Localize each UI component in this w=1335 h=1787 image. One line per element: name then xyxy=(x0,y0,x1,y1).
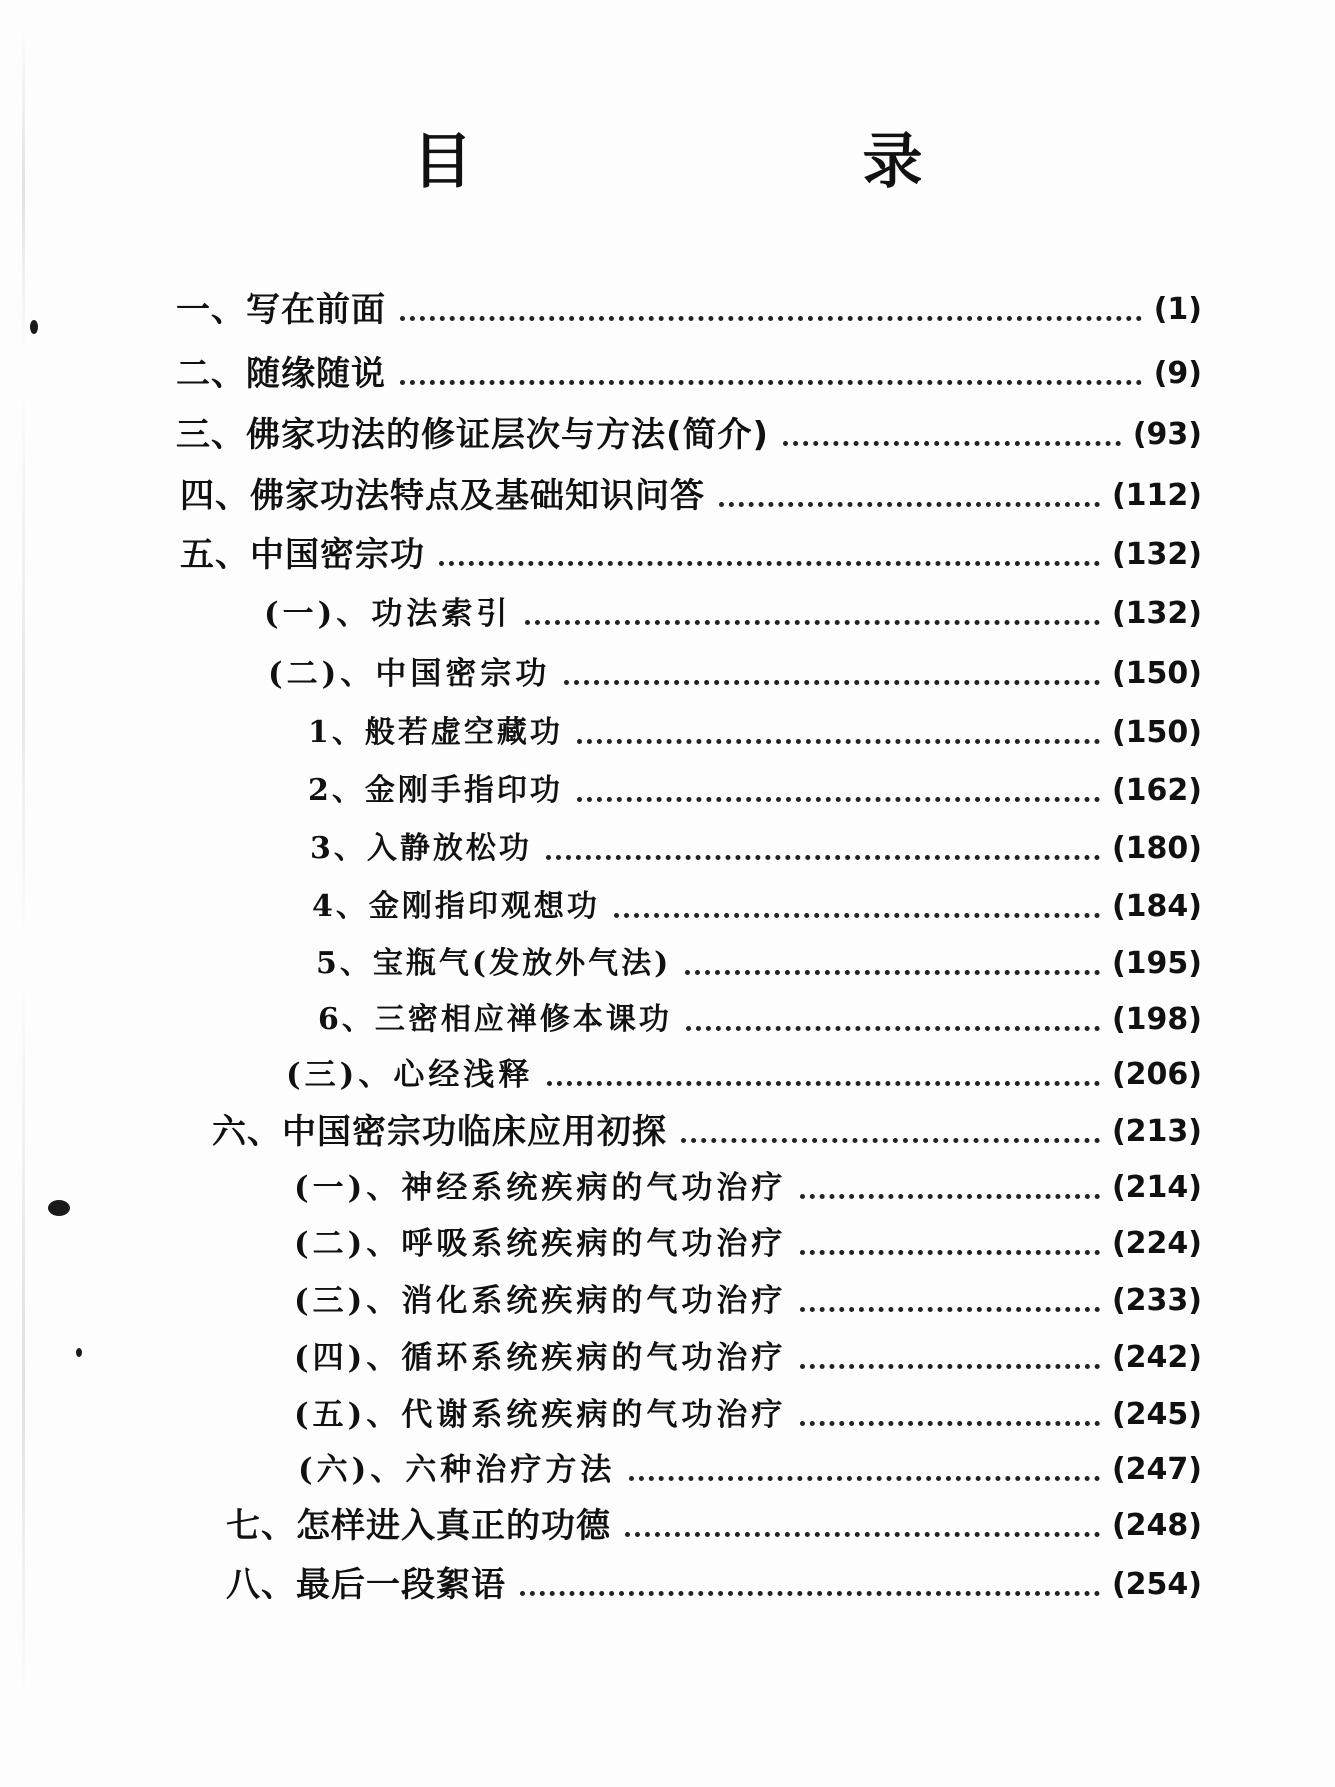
toc-entry-page: (213) xyxy=(1111,1114,1202,1149)
toc-entry-label: (二)、中国密宗功 xyxy=(268,656,551,692)
dot-leader xyxy=(625,1532,1100,1537)
toc-entry[interactable] xyxy=(180,535,1202,575)
toc-entry-page: (247) xyxy=(1111,1452,1202,1487)
toc-entry-page: (214) xyxy=(1111,1170,1202,1205)
dot-leader xyxy=(800,1250,1100,1255)
toc-entry-label: (五)、代谢系统疾病的气功治疗 xyxy=(294,1397,787,1433)
toc-entry-label: (一)、功法索引 xyxy=(264,596,512,632)
toc-entry-label: 二、随缘随说 xyxy=(176,354,386,394)
toc-entry-label: 四、佛家功法特点及基础知识问答 xyxy=(180,476,705,516)
toc-entry-page: (112) xyxy=(1111,478,1202,513)
toc-entry-label: 五、中国密宗功 xyxy=(180,535,425,575)
toc-entry-label: 3、入静放松功 xyxy=(310,831,532,866)
toc-entry-label: 一、写在前面 xyxy=(176,290,386,330)
toc-entry-page: (1) xyxy=(1153,292,1202,327)
toc-entry[interactable] xyxy=(180,476,1202,516)
dot-leader xyxy=(577,797,1100,802)
toc-entry[interactable] xyxy=(318,1000,1202,1040)
toc-entry[interactable] xyxy=(226,1506,1202,1546)
toc-entry-page: (254) xyxy=(1111,1567,1202,1602)
dot-leader xyxy=(800,1307,1100,1312)
toc-entry-page: (198) xyxy=(1111,1002,1202,1037)
dot-leader xyxy=(800,1421,1100,1426)
toc-entry-label: (一)、神经系统疾病的气功治疗 xyxy=(294,1170,787,1206)
dot-leader xyxy=(546,855,1100,860)
dot-leader xyxy=(681,1138,1100,1143)
toc-entry-page: (132) xyxy=(1111,537,1202,572)
toc-entry-page: (224) xyxy=(1111,1226,1202,1261)
toc-entry[interactable] xyxy=(176,354,1202,394)
dot-leader xyxy=(800,1364,1100,1369)
toc-entry[interactable] xyxy=(294,1281,1202,1321)
dot-leader xyxy=(400,380,1142,385)
dot-leader xyxy=(400,316,1142,321)
toc-entry-page: (233) xyxy=(1111,1283,1202,1318)
dot-leader xyxy=(525,620,1100,625)
dot-leader xyxy=(520,1591,1100,1596)
toc-entry-label: (三)、心经浅释 xyxy=(286,1057,534,1093)
toc-entry-page: (162) xyxy=(1111,773,1202,808)
toc-entry-label: 六、中国密宗功临床应用初探 xyxy=(212,1112,667,1152)
toc-entry[interactable] xyxy=(312,887,1202,927)
toc-entry[interactable] xyxy=(298,1450,1202,1490)
toc-entry-page: (184) xyxy=(1111,889,1202,924)
toc-entry-page: (180) xyxy=(1111,831,1202,866)
toc-entry-page: (195) xyxy=(1111,946,1202,981)
dot-leader xyxy=(685,970,1100,975)
toc-entry[interactable] xyxy=(264,594,1202,634)
dot-leader xyxy=(719,502,1100,507)
toc-entry-page: (93) xyxy=(1132,417,1202,452)
toc-entry[interactable] xyxy=(294,1224,1202,1264)
toc-entry-page: (132) xyxy=(1111,596,1202,631)
toc-entry-page: (245) xyxy=(1111,1397,1202,1432)
toc-entry[interactable] xyxy=(268,654,1202,694)
toc-entry-label: 八、最后一段絮语 xyxy=(226,1565,506,1605)
toc-entry-page: (248) xyxy=(1111,1508,1202,1543)
toc-entry-page: (9) xyxy=(1153,356,1202,391)
toc-entry[interactable] xyxy=(176,415,1202,455)
toc-entry[interactable] xyxy=(308,771,1202,811)
toc-entry-page: (206) xyxy=(1111,1057,1202,1092)
toc-entry[interactable] xyxy=(294,1338,1202,1378)
toc-entry-label: (三)、消化系统疾病的气功治疗 xyxy=(294,1283,787,1319)
toc-entry-label: 1、般若虚空藏功 xyxy=(308,715,563,750)
toc-entry-page: (150) xyxy=(1111,656,1202,691)
toc-entry[interactable] xyxy=(308,713,1202,753)
toc-entry-page: (242) xyxy=(1111,1340,1202,1375)
toc-entry[interactable] xyxy=(316,944,1202,984)
toc-entry[interactable] xyxy=(294,1168,1202,1208)
toc-entry[interactable] xyxy=(176,290,1202,330)
dot-leader xyxy=(564,680,1100,685)
toc-entry-label: 4、金刚指印观想功 xyxy=(312,889,600,924)
toc-entry[interactable] xyxy=(226,1565,1202,1605)
toc-entry-label: (四)、循环系统疾病的气功治疗 xyxy=(294,1340,787,1376)
page-title: 目 录 xyxy=(412,127,1088,197)
toc-entry-label: 6、三密相应禅修本课功 xyxy=(318,1002,672,1037)
toc-entry[interactable] xyxy=(294,1395,1202,1435)
dot-leader xyxy=(686,1026,1100,1031)
toc-entry-page: (150) xyxy=(1111,715,1202,750)
dot-leader xyxy=(800,1194,1100,1199)
dot-leader xyxy=(439,561,1100,566)
dot-leader xyxy=(629,1476,1100,1481)
dot-leader xyxy=(614,913,1100,918)
toc-entry-label: 七、怎样进入真正的功德 xyxy=(226,1506,611,1546)
toc-entry-label: 三、佛家功法的修证层次与方法(简介) xyxy=(176,415,770,455)
toc-entry-label: (二)、呼吸系统疾病的气功治疗 xyxy=(294,1226,787,1262)
toc-entry-label: 5、宝瓶气(发放外气法) xyxy=(316,946,672,981)
toc-entry[interactable] xyxy=(286,1055,1202,1095)
toc-entry-label: 2、金刚手指印功 xyxy=(308,773,563,808)
dot-leader xyxy=(577,739,1100,744)
dot-leader xyxy=(547,1081,1100,1086)
toc-entry-label: (六)、六种治疗方法 xyxy=(298,1452,616,1488)
toc-entry[interactable] xyxy=(310,829,1202,869)
dot-leader xyxy=(783,441,1121,446)
toc-entry[interactable] xyxy=(212,1112,1202,1152)
